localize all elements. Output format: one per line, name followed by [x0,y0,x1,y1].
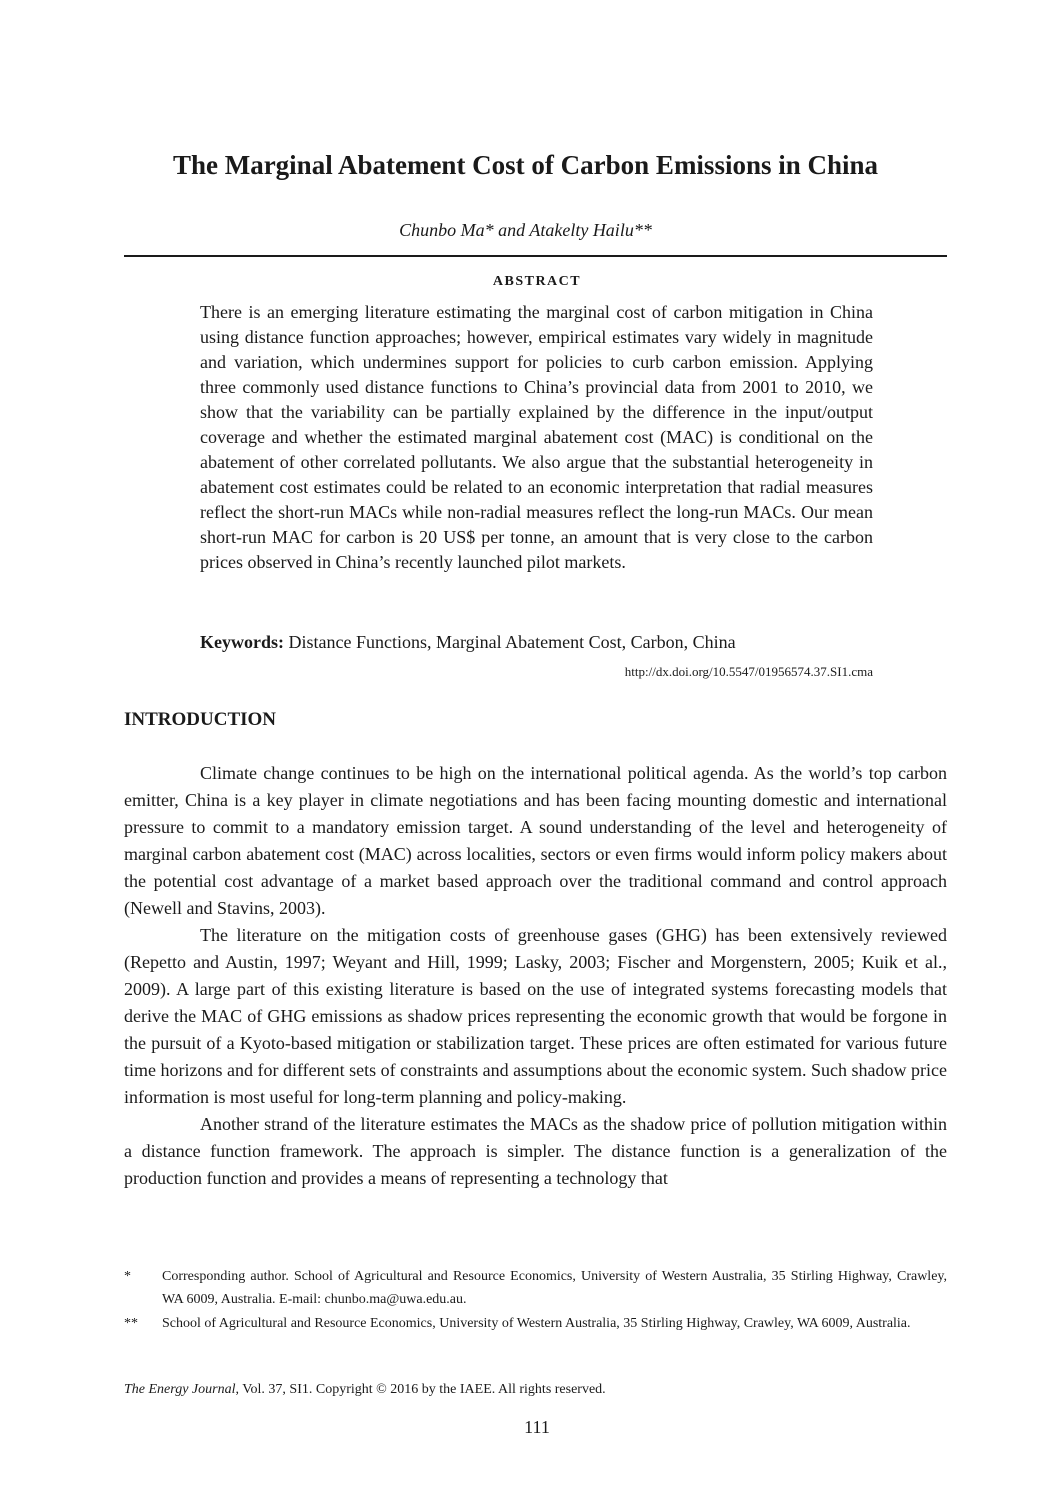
keywords-label: Keywords: [200,632,284,652]
abstract-heading: ABSTRACT [492,274,582,289]
doi-link[interactable]: http://dx.doi.org/10.5547/01956574.37.SI1.cma [624,664,873,679]
footnote [124,1266,947,1311]
footnotes [124,1266,947,1338]
footnote-mark: ** [124,1316,138,1331]
section-heading-introduction: INTRODUCTION [124,709,277,730]
introduction-body [124,760,947,1192]
author-line: Chunbo Ma* and Atakelty Hailu** [399,220,652,240]
body-paragraph: Another strand of the literature estimates the MACs as the shadow price of pollution mitigation within a distance function framework. The approach is simpler. The distance function is a generalization of the production function and provides a means of representing a technology that [124,1114,947,1188]
page-number: 111 [524,1417,550,1437]
abstract-text: There is an emerging literature estimating the marginal cost of carbon mitigation in China using distance function approaches; however, empirical estimates vary widely in magnitude and variation, which undermines support for policies to curb carbon emission. Applying three commonly used distance functions to China’s provincial data from 2001 to 2010, we show that the variability can be partially explained by the difference in the input/output coverage and whether the estimated marginal abatement cost (MAC) is conditional on the abatement of other correlated pollutants. We also argue that the substantial heterogeneity in abatement cost estimates could be related to an economic interpretation that radial measures reflect the short-run MACs while non-radial measures reflect the long-run MACs. Our mean short-run MAC for carbon is 20 US$ per tonne, an amount that is very close to the carbon prices observed in China’s recently launched pilot markets. [200,302,873,572]
footnote-text: School of Agricultural and Resource Economics, University of Western Australia, 35 Stirling Highway, Crawley, WA 6009, Australia. [162,1316,911,1331]
header-rule [124,255,947,257]
copyright-text: , Vol. 37, SI1. Copyright © 2016 by the IAEE. All rights reserved. [235,1382,606,1397]
footnote-mark: * [124,1269,131,1284]
footnote-text: Corresponding author. School of Agricultural and Resource Economics, University of Western Australia, 35 Stirling Highway, Crawley, WA 6009, Australia. E-mail: chunbo.ma@uwa.edu.au. [162,1269,947,1307]
copyright-line [124,1382,947,1398]
body-paragraph: Climate change continues to be high on the international political agenda. As the world’s top carbon emitter, China is a key player in climate negotiations and has been facing mounting domestic and international pressure to commit to a mandatory emission target. A sound understanding of the level and heterogeneity of marginal carbon abatement cost (MAC) across localities, sectors or even firms would inform policy makers about the potential cost advantage of a market based approach over the traditional command and control approach (Newell and Stavins, 2003). [124,763,947,918]
footnote [124,1313,947,1336]
body-paragraph: The literature on the mitigation costs of greenhouse gases (GHG) has been extensively reviewed (Repetto and Austin, 1997; Weyant and Hill, 1999; Lasky, 2003; Fischer and Morgenstern, 2005; Kuik et al., 2009). A large part of this existing literature is based on the use of integrated systems forecasting models that derive the MAC of GHG emissions as shadow prices representing the economic growth that would be forgone in the pursuit of a Kyoto-based mitigation or stabilization target. These prices are often estimated for various future time horizons and for different sets of constraints and assumptions about the economic system. Such shadow price information is most useful for long-term planning and policy-making. [124,925,947,1107]
journal-name: The Energy Journal [124,1382,236,1397]
keywords-line [200,630,873,655]
article-title: The Marginal Abatement Cost of Carbon Emissions in China [172,150,879,180]
keywords-value: Distance Functions, Marginal Abatement Cost, Carbon, China [288,632,736,652]
